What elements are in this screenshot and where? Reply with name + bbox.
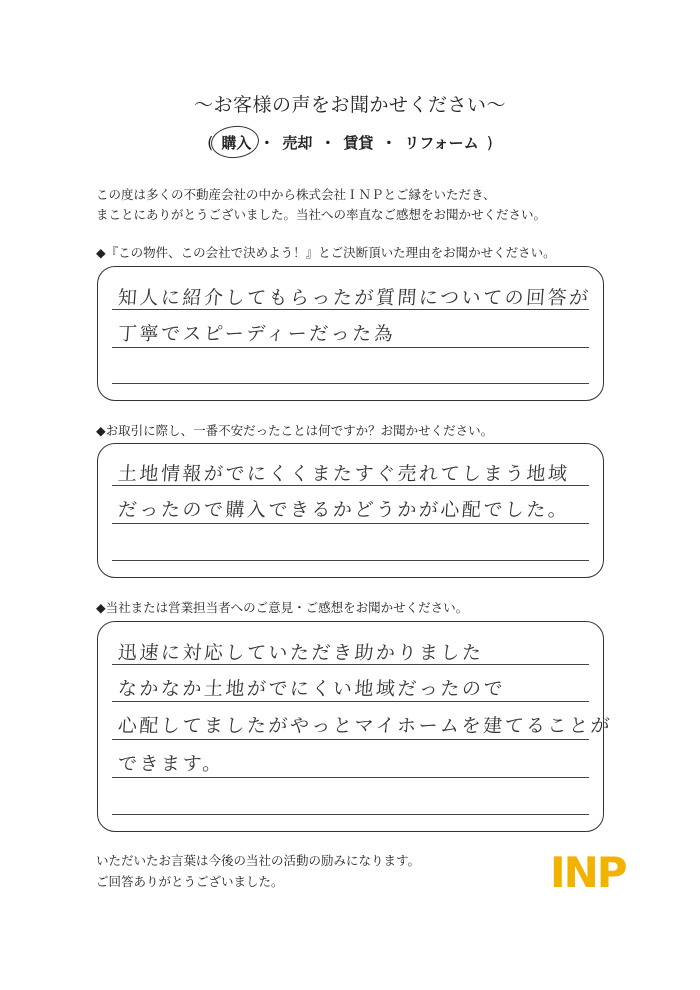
closing-line: ご回答ありがとうございました。 (96, 874, 284, 889)
handwritten-answer-line: 丁寧でスピーディーだった為 (117, 323, 396, 345)
category-purchase: 購入 (221, 134, 252, 152)
category-reform: リフォーム (404, 134, 479, 152)
ruled-line (112, 560, 589, 561)
question-biggest-worry: ◆お取引に際し、一番不安だったことは何ですか？お聞かせください。 (96, 423, 494, 438)
inp-logo: INP (550, 848, 626, 897)
open-paren: ( (207, 133, 214, 152)
intro-text (96, 185, 546, 225)
category-separator: ・ (259, 134, 275, 152)
ruled-line (112, 383, 589, 384)
ruled-line (112, 347, 589, 348)
answer-box-feedback (97, 621, 613, 832)
handwritten-answer-line: なかなか土地がでにくい地域だったので (117, 678, 506, 700)
ruled-line (112, 739, 589, 740)
ruled-line (112, 701, 589, 702)
handwritten-answer-line: できます。 (117, 753, 225, 775)
category-options (0, 132, 700, 153)
ruled-line (112, 814, 589, 815)
handwritten-answer-line: だったので購入できるかどうかが心配でした。 (117, 499, 571, 521)
ruled-line (112, 485, 589, 486)
answer-box-biggest-worry (97, 443, 604, 578)
category-separator: ・ (320, 134, 336, 152)
ruled-line (112, 664, 589, 665)
question-decision-reason: ◆『この物件、この会社で決めよう！』とご決断頂いた理由をお聞かせください。 (96, 245, 556, 260)
answer-box-decision-reason (97, 266, 604, 401)
question-feedback: ◆当社または営業担当者へのご意見・ご感想をお聞かせください。 (96, 600, 469, 615)
close-paren: ) (486, 133, 493, 152)
handwritten-answer-line: 知人に紹介してもらったが質問についての回答が (117, 287, 592, 309)
category-sale: 売却 (282, 134, 313, 152)
handwritten-answer-line: 土地情報がでにくくまたすぐ売れてしまう地域 (117, 463, 571, 485)
closing-text (96, 850, 420, 892)
ruled-line (112, 777, 589, 778)
closing-line: いただいたお言葉は今後の当社の活動の励みになります。 (96, 853, 421, 868)
page-title: ～お客様の声をお聞かせください～ (193, 94, 506, 116)
category-separator: ・ (381, 134, 397, 152)
intro-line: この度は多くの不動産会社の中から株式会社ＩＮＰとご縁をいただき、 (96, 187, 496, 202)
intro-line: まことにありがとうございました。当社への率直なご感想をお聞かせください。 (96, 207, 547, 222)
ruled-line (112, 309, 589, 310)
handwritten-answer-line: 迅速に対応していただき助かりました (117, 642, 485, 664)
handwritten-answer-line: 心配してましたがやっとマイホームを建てることが (117, 715, 613, 737)
ruled-line (112, 523, 589, 524)
category-rental: 賃貸 (343, 134, 374, 152)
